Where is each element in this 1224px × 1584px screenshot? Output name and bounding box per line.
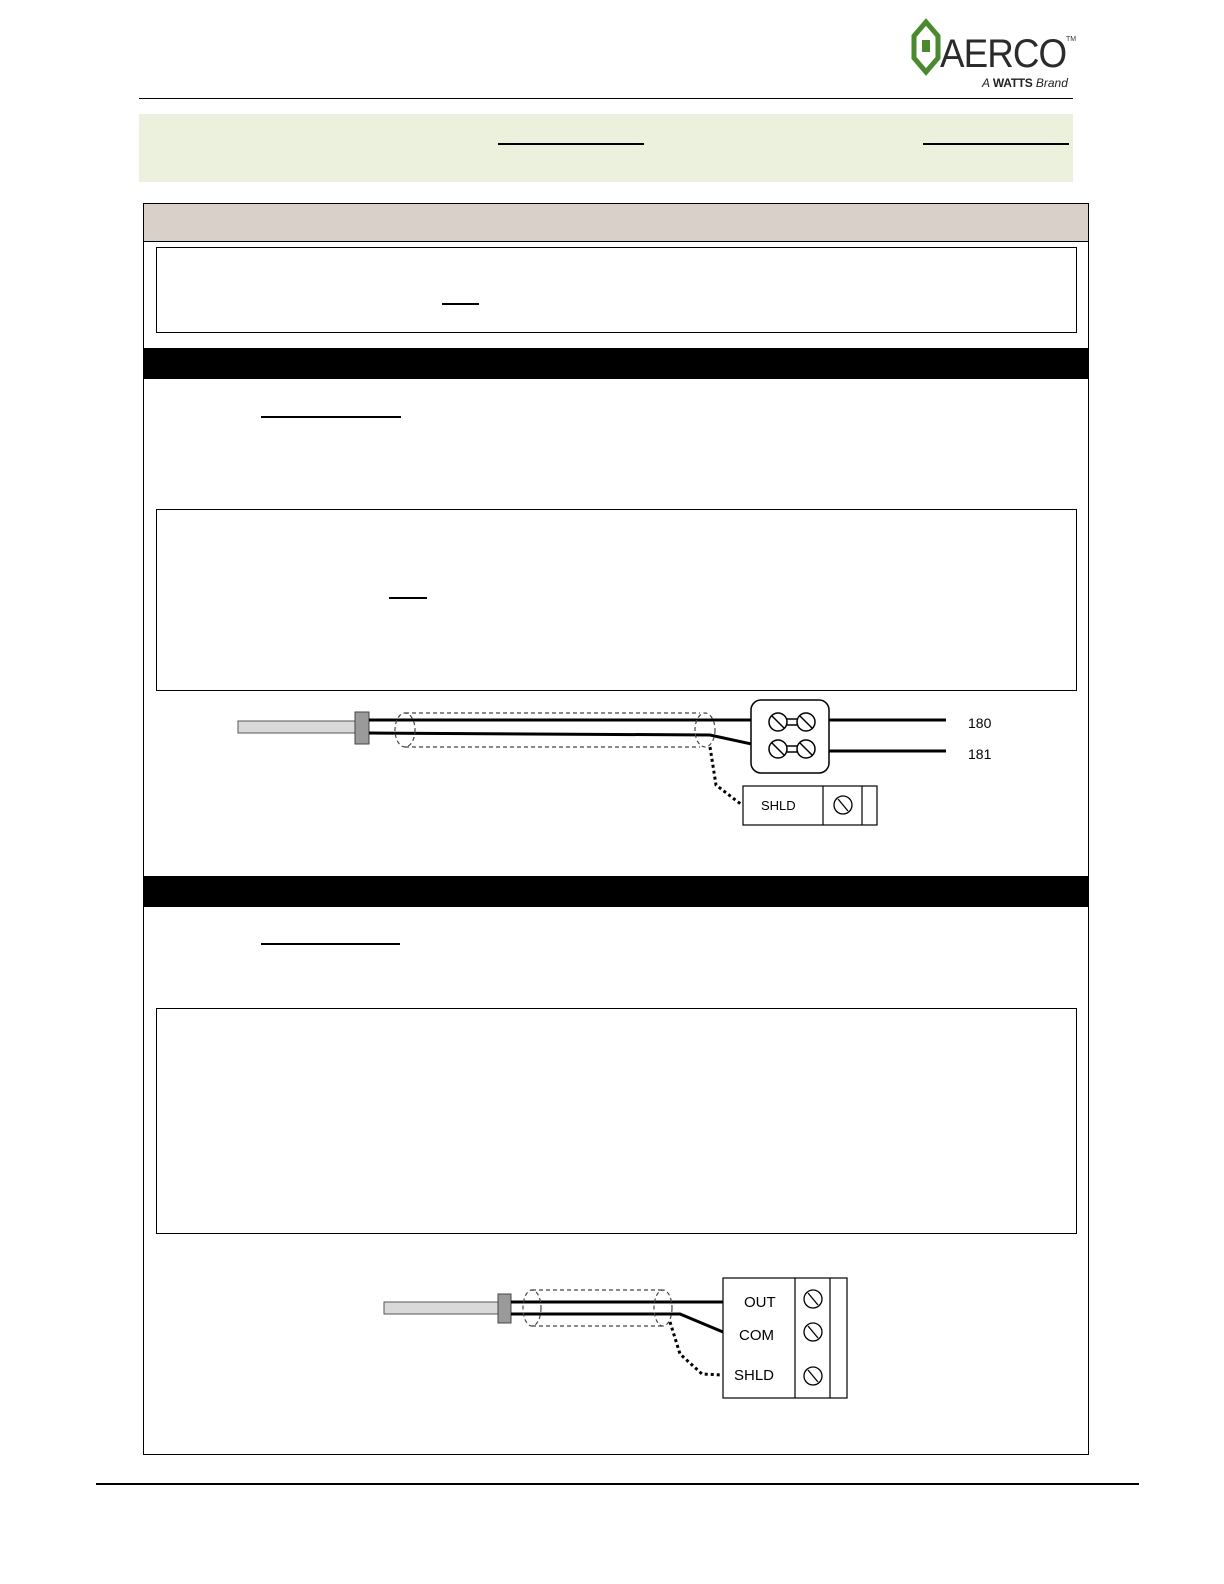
- header-rule: [139, 98, 1073, 99]
- section-bar-1: [144, 348, 1088, 379]
- terminal-181-label: 181: [968, 746, 992, 762]
- probe-fitting: [355, 712, 369, 744]
- terminal-block: [751, 700, 829, 773]
- out-label: OUT: [744, 1294, 776, 1311]
- terminal-180-label: 180: [968, 715, 992, 731]
- shield-label-1: SHLD: [761, 798, 796, 813]
- sensor-wiring-diagram-1: [230, 695, 1010, 830]
- tagline-prefix: A: [982, 76, 990, 90]
- brand-tagline: [982, 76, 1068, 90]
- title-blank-1: [498, 143, 644, 145]
- sensor-probe: [238, 721, 358, 733]
- sensor-wiring-diagram-2: [380, 1272, 860, 1404]
- title-band: [139, 114, 1073, 182]
- frame-header: [144, 204, 1088, 242]
- note-2-underline: [389, 597, 427, 599]
- shield-label-2: SHLD: [734, 1367, 775, 1384]
- section-2-blank: [261, 943, 400, 945]
- tagline-suffix: Brand: [1035, 76, 1068, 90]
- note-1-underline: [442, 303, 479, 305]
- sensor-probe-2: [384, 1302, 500, 1314]
- com-label: COM: [739, 1327, 774, 1344]
- aerco-logo: [908, 18, 1080, 92]
- section-bar-2: [144, 876, 1088, 907]
- note-box-1: [156, 247, 1077, 333]
- brand-trademark: TM: [1066, 36, 1077, 43]
- tagline-brand: WATTS: [992, 76, 1033, 90]
- title-blank-2: [923, 143, 1069, 145]
- brand-name: AERCO: [940, 32, 1067, 76]
- note-box-2: [156, 509, 1077, 691]
- footer-rule: [96, 1483, 1139, 1485]
- probe-fitting-2: [498, 1294, 511, 1323]
- section-1-blank: [261, 416, 401, 418]
- note-box-3: [156, 1008, 1077, 1234]
